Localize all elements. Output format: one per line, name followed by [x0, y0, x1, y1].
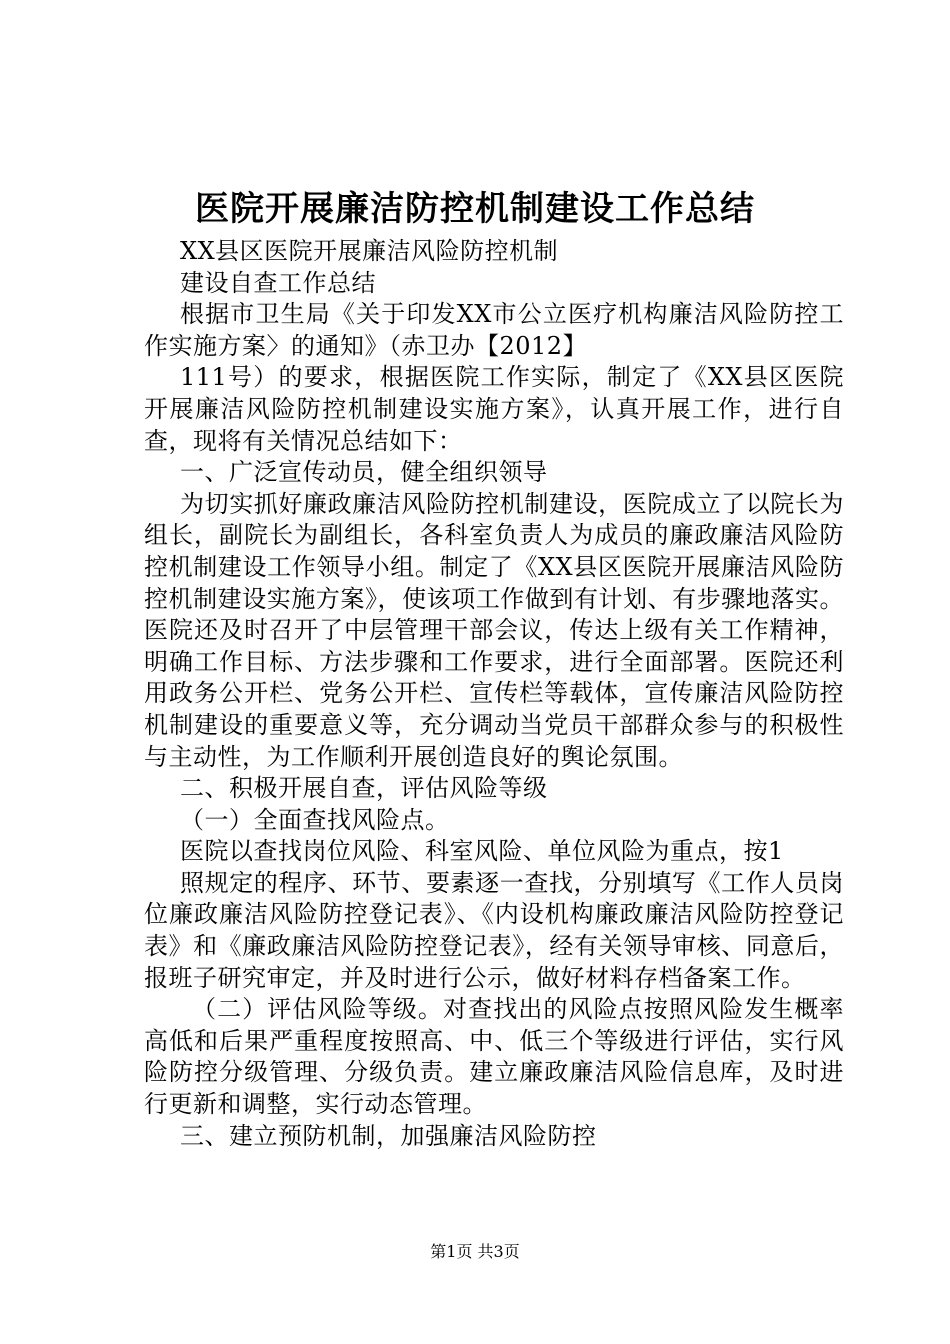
paragraph-organization: 为切实抓好廉政廉洁风险防控机制建设，医院成立了以院长为组长，副院长为副组长，各科室负责人为成员的廉政廉洁风险防控机制建设工作领导小组。制定了《XX县区医院开展廉洁风险防控机制建设实施方案》，使该项工作做到有计划、有步骤地落实。医院还及时召开了中层管理干部会议，传达上级有关工作精神，明确工作目标、方法步骤和工作要求，进行全面部署。医院还利用政务公开栏、党务公开栏、宣传栏等载体，宣传廉洁风险防控机制建设的重要意义等，充分调动当党员干部群众参与的积极性与主动性，为工作顺利开展创造良好的舆论氛围。 — [144, 489, 844, 771]
paragraph-find-risks-intro: 医院以查找岗位风险、科室风险、单位风险为重点，按1 — [180, 837, 784, 866]
section-heading-2: 二、积极开展自查，评估风险等级 — [180, 774, 548, 803]
section-heading-3: 三、建立预防机制，加强廉洁风险防控 — [180, 1121, 597, 1150]
section-heading-1: 一、广泛宣传动员，健全组织领导 — [180, 458, 548, 487]
document-body — [144, 236, 844, 1152]
paragraph-subtitle-line-1: XX县区医院开展廉洁风险防控机制 — [180, 237, 559, 265]
paragraph-requirements: 111号）的要求，根据医院工作实际，制定了《XX县区医院开展廉洁风险防控机制建设实施方案》，认真开展工作，进行自查，现将有关情况总结如下： — [144, 363, 844, 455]
paragraph-basis: 根据市卫生局《关于印发XX市公立医疗机构廉洁风险防控工作实施方案〉的通知》（赤卫办【2012】 — [144, 300, 844, 360]
paragraph-subtitle-line-2: 建设自查工作总结 — [180, 268, 376, 297]
subsection-heading-1: （一）全面查找风险点。 — [180, 805, 450, 834]
paragraph-find-risks: 照规定的程序、环节、要素逐一查找，分别填写《工作人员岗位廉政廉洁风险防控登记表》、《内设机构廉政廉洁风险防控登记表》和《廉政廉洁风险防控登记表》，经有关领导审核、同意后，报班子研究审定，并及时进行公示，做好材料存档备案工作。 — [144, 868, 844, 992]
document-title: 医院开展廉洁防控机制建设工作总结 — [195, 189, 755, 229]
paragraph-assess-risks: （二）评估风险等级。对查找出的风险点按照风险发生概率高低和后果严重程度按照高、中、低三个等级进行评估，实行风险防控分级管理、分级负责。建立廉政廉洁风险信息库，及时进行更新和调整，实行动态管理。 — [144, 995, 844, 1119]
page-indicator: 第1页 共3页 — [430, 1242, 520, 1261]
